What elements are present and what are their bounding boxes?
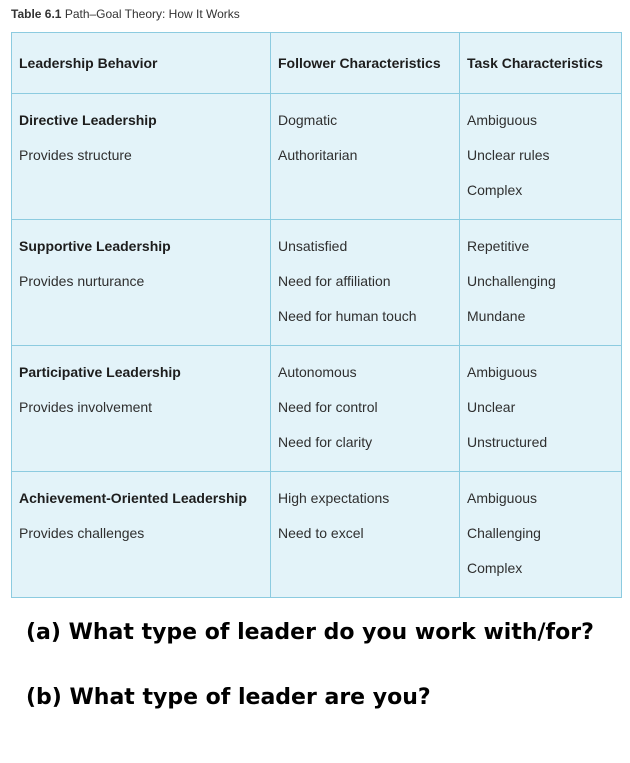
table-caption xyxy=(11,7,240,21)
follower-item: Need for clarity xyxy=(278,434,373,450)
table-row xyxy=(12,220,622,346)
follower-item: Autonomous xyxy=(278,364,357,380)
follower-cell xyxy=(271,220,460,346)
task-cell xyxy=(460,472,622,598)
behavior-description: Provides structure xyxy=(19,147,132,163)
question-a: (a) What type of leader do you work with/for? xyxy=(26,620,594,645)
behavior-name: Directive Leadership xyxy=(19,112,157,128)
header-follower-characteristics: Follower Characteristics xyxy=(271,33,460,94)
behavior-cell xyxy=(12,94,271,220)
follower-cell xyxy=(271,94,460,220)
follower-item: Need for control xyxy=(278,399,378,415)
follower-item: Need for affiliation xyxy=(278,273,391,289)
table-row xyxy=(12,346,622,472)
path-goal-table xyxy=(11,32,622,598)
task-item: Ambiguous xyxy=(467,112,538,128)
follower-item: Need to excel xyxy=(278,525,364,541)
task-item: Ambiguous xyxy=(467,364,538,380)
task-item: Complex xyxy=(467,182,523,198)
task-item: Mundane xyxy=(467,308,526,324)
follower-item: Dogmatic xyxy=(278,112,338,128)
task-cell xyxy=(460,220,622,346)
header-leadership-behavior: Leadership Behavior xyxy=(12,33,271,94)
follower-item: Unsatisfied xyxy=(278,238,348,254)
follower-item: High expectations xyxy=(278,490,390,506)
header-task-characteristics: Task Characteristics xyxy=(460,33,622,94)
behavior-cell xyxy=(12,472,271,598)
task-item: Unclear xyxy=(467,399,516,415)
table-header-row xyxy=(12,33,622,94)
task-cell xyxy=(460,94,622,220)
task-item: Unchallenging xyxy=(467,273,556,289)
task-item: Unclear rules xyxy=(467,147,550,163)
task-item: Repetitive xyxy=(467,238,530,254)
behavior-name: Supportive Leadership xyxy=(19,238,171,254)
follower-cell xyxy=(271,472,460,598)
table-row xyxy=(12,94,622,220)
follower-item: Authoritarian xyxy=(278,147,358,163)
behavior-name: Participative Leadership xyxy=(19,364,181,380)
behavior-description: Provides nurturance xyxy=(19,273,145,289)
behavior-name: Achievement-Oriented Leadership xyxy=(19,490,247,506)
follower-item: Need for human touch xyxy=(278,308,417,324)
behavior-cell xyxy=(12,346,271,472)
behavior-description: Provides challenges xyxy=(19,525,145,541)
task-item: Ambiguous xyxy=(467,490,538,506)
follower-cell xyxy=(271,346,460,472)
task-item: Challenging xyxy=(467,525,541,541)
table-caption-title: Path–Goal Theory: How It Works xyxy=(64,7,240,21)
task-item: Unstructured xyxy=(467,434,548,450)
task-item: Complex xyxy=(467,560,523,576)
behavior-description: Provides involvement xyxy=(19,399,153,415)
table-row xyxy=(12,472,622,598)
behavior-cell xyxy=(12,220,271,346)
table-caption-label: Table 6.1 xyxy=(11,7,62,21)
question-b: (b) What type of leader are you? xyxy=(26,685,431,710)
task-cell xyxy=(460,346,622,472)
